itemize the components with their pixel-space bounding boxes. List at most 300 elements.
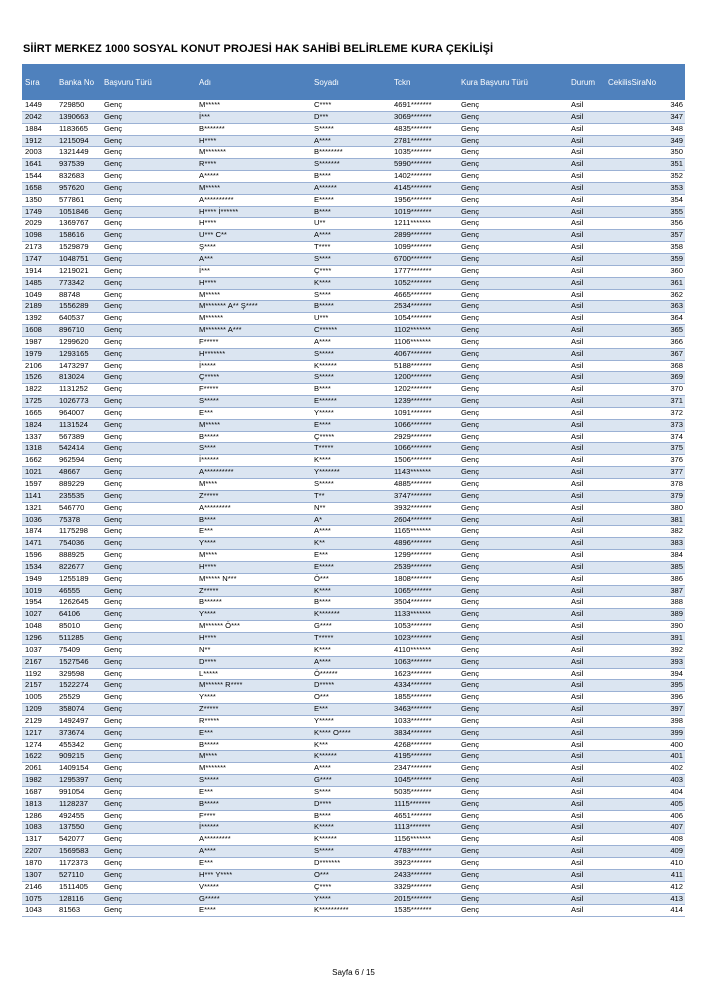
cell-sira: 1209 xyxy=(22,704,56,716)
cell-sira: 2061 xyxy=(22,763,56,775)
cell-cekilis-sira-no: 408 xyxy=(605,834,685,846)
cell-banka-no: 1051846 xyxy=(56,206,101,218)
cell-banka-no: 909215 xyxy=(56,751,101,763)
cell-durum: Asil xyxy=(568,704,605,716)
cell-basvuru-turu: Genç xyxy=(101,656,196,668)
cell-durum: Asil xyxy=(568,786,605,798)
table-row xyxy=(22,396,685,408)
cell-sira: 1307 xyxy=(22,869,56,881)
header-banka-no: Banka No xyxy=(56,64,101,100)
table-row xyxy=(22,479,685,491)
cell-adi: H**** xyxy=(196,632,311,644)
cell-basvuru-turu: Genç xyxy=(101,822,196,834)
cell-cekilis-sira-no: 361 xyxy=(605,277,685,289)
cell-durum: Asil xyxy=(568,490,605,502)
cell-durum: Asil xyxy=(568,597,605,609)
cell-kura-basvuru-turu: Genç xyxy=(458,538,568,550)
cell-basvuru-turu: Genç xyxy=(101,573,196,585)
cell-tckn: 1019******* xyxy=(391,206,458,218)
cell-cekilis-sira-no: 385 xyxy=(605,561,685,573)
cell-adi: M******* A*** xyxy=(196,325,311,337)
cell-durum: Asil xyxy=(568,609,605,621)
cell-banka-no: 1255189 xyxy=(56,573,101,585)
cell-basvuru-turu: Genç xyxy=(101,443,196,455)
cell-adi: F**** xyxy=(196,810,311,822)
cell-banka-no: 962594 xyxy=(56,455,101,467)
table-row xyxy=(22,810,685,822)
cell-durum: Asil xyxy=(568,277,605,289)
cell-basvuru-turu: Genç xyxy=(101,479,196,491)
cell-tckn: 1143******* xyxy=(391,467,458,479)
cell-cekilis-sira-no: 348 xyxy=(605,123,685,135)
cell-sira: 1749 xyxy=(22,206,56,218)
cell-durum: Asil xyxy=(568,147,605,159)
cell-basvuru-turu: Genç xyxy=(101,265,196,277)
cell-sira: 1036 xyxy=(22,514,56,526)
cell-banka-no: 1511405 xyxy=(56,881,101,893)
cell-soyadi: Ö****** xyxy=(311,668,391,680)
cell-tckn: 3069******* xyxy=(391,111,458,123)
table-row xyxy=(22,704,685,716)
cell-cekilis-sira-no: 357 xyxy=(605,230,685,242)
cell-adi: A**** xyxy=(196,846,311,858)
cell-kura-basvuru-turu: Genç xyxy=(458,253,568,265)
cell-banka-no: 937539 xyxy=(56,159,101,171)
cell-banka-no: 358074 xyxy=(56,704,101,716)
cell-durum: Asil xyxy=(568,467,605,479)
cell-sira: 1048 xyxy=(22,621,56,633)
cell-basvuru-turu: Genç xyxy=(101,360,196,372)
cell-kura-basvuru-turu: Genç xyxy=(458,348,568,360)
cell-cekilis-sira-no: 414 xyxy=(605,905,685,917)
cell-adi: E*** xyxy=(196,727,311,739)
cell-basvuru-turu: Genç xyxy=(101,111,196,123)
cell-basvuru-turu: Genç xyxy=(101,502,196,514)
cell-cekilis-sira-no: 388 xyxy=(605,597,685,609)
cell-cekilis-sira-no: 355 xyxy=(605,206,685,218)
cell-kura-basvuru-turu: Genç xyxy=(458,609,568,621)
cell-banka-no: 329598 xyxy=(56,668,101,680)
cell-kura-basvuru-turu: Genç xyxy=(458,810,568,822)
cell-cekilis-sira-no: 401 xyxy=(605,751,685,763)
cell-sira: 1274 xyxy=(22,739,56,751)
cell-tckn: 6700******* xyxy=(391,253,458,265)
cell-adi: A********** xyxy=(196,194,311,206)
cell-adi: Z***** xyxy=(196,490,311,502)
cell-durum: Asil xyxy=(568,407,605,419)
cell-basvuru-turu: Genç xyxy=(101,526,196,538)
cell-adi: Y**** xyxy=(196,692,311,704)
cell-basvuru-turu: Genç xyxy=(101,561,196,573)
table-row xyxy=(22,858,685,870)
cell-sira: 1658 xyxy=(22,182,56,194)
cell-soyadi: S**** xyxy=(311,786,391,798)
cell-durum: Asil xyxy=(568,123,605,135)
cell-soyadi: U** xyxy=(311,218,391,230)
cell-tckn: 4885******* xyxy=(391,479,458,491)
cell-sira: 1665 xyxy=(22,407,56,419)
table-row xyxy=(22,846,685,858)
cell-banka-no: 567389 xyxy=(56,431,101,443)
cell-cekilis-sira-no: 364 xyxy=(605,313,685,325)
cell-durum: Asil xyxy=(568,644,605,656)
cell-sira: 1662 xyxy=(22,455,56,467)
cell-tckn: 3932******* xyxy=(391,502,458,514)
cell-kura-basvuru-turu: Genç xyxy=(458,360,568,372)
cell-adi: A*** xyxy=(196,253,311,265)
cell-cekilis-sira-no: 381 xyxy=(605,514,685,526)
cell-sira: 1597 xyxy=(22,479,56,491)
cell-banka-no: 1473297 xyxy=(56,360,101,372)
cell-tckn: 1115******* xyxy=(391,798,458,810)
header-cekilis-sira-no: CekilisSiraNo xyxy=(605,64,685,100)
cell-cekilis-sira-no: 362 xyxy=(605,289,685,301)
cell-basvuru-turu: Genç xyxy=(101,692,196,704)
cell-banka-no: 492455 xyxy=(56,810,101,822)
cell-tckn: 1033******* xyxy=(391,715,458,727)
cell-basvuru-turu: Genç xyxy=(101,313,196,325)
cell-cekilis-sira-no: 393 xyxy=(605,656,685,668)
cell-durum: Asil xyxy=(568,135,605,147)
table-row xyxy=(22,467,685,479)
cell-soyadi: B**** xyxy=(311,206,391,218)
table-row xyxy=(22,502,685,514)
cell-adi: M**** xyxy=(196,479,311,491)
cell-adi: E*** xyxy=(196,407,311,419)
table-row xyxy=(22,609,685,621)
cell-adi: H**** xyxy=(196,135,311,147)
cell-soyadi: T**** xyxy=(311,242,391,254)
cell-sira: 1021 xyxy=(22,467,56,479)
cell-banka-no: 64106 xyxy=(56,609,101,621)
cell-sira: 2106 xyxy=(22,360,56,372)
cell-basvuru-turu: Genç xyxy=(101,467,196,479)
cell-tckn: 3504******* xyxy=(391,597,458,609)
cell-soyadi: K**** xyxy=(311,455,391,467)
cell-banka-no: 85010 xyxy=(56,621,101,633)
cell-sira: 1813 xyxy=(22,798,56,810)
cell-basvuru-turu: Genç xyxy=(101,644,196,656)
cell-basvuru-turu: Genç xyxy=(101,289,196,301)
cell-soyadi: Y**** xyxy=(311,893,391,905)
cell-kura-basvuru-turu: Genç xyxy=(458,171,568,183)
cell-soyadi: A**** xyxy=(311,230,391,242)
cell-banka-no: 128116 xyxy=(56,893,101,905)
cell-banka-no: 235535 xyxy=(56,490,101,502)
cell-durum: Asil xyxy=(568,372,605,384)
table-row xyxy=(22,325,685,337)
cell-kura-basvuru-turu: Genç xyxy=(458,656,568,668)
cell-basvuru-turu: Genç xyxy=(101,194,196,206)
cell-tckn: 4896******* xyxy=(391,538,458,550)
cell-adi: H**** xyxy=(196,561,311,573)
cell-adi: M****** R**** xyxy=(196,680,311,692)
cell-tckn: 4067******* xyxy=(391,348,458,360)
cell-banka-no: 1527546 xyxy=(56,656,101,668)
cell-cekilis-sira-no: 365 xyxy=(605,325,685,337)
cell-cekilis-sira-no: 359 xyxy=(605,253,685,265)
cell-basvuru-turu: Genç xyxy=(101,763,196,775)
cell-sira: 1449 xyxy=(22,100,56,111)
cell-sira: 1982 xyxy=(22,775,56,787)
table-row xyxy=(22,632,685,644)
cell-durum: Asil xyxy=(568,858,605,870)
cell-cekilis-sira-no: 405 xyxy=(605,798,685,810)
cell-cekilis-sira-no: 396 xyxy=(605,692,685,704)
cell-adi: E*** xyxy=(196,786,311,798)
cell-banka-no: 957620 xyxy=(56,182,101,194)
table-row xyxy=(22,585,685,597)
cell-basvuru-turu: Genç xyxy=(101,798,196,810)
table-row xyxy=(22,668,685,680)
cell-durum: Asil xyxy=(568,692,605,704)
cell-kura-basvuru-turu: Genç xyxy=(458,834,568,846)
cell-durum: Asil xyxy=(568,680,605,692)
cell-soyadi: D***** xyxy=(311,680,391,692)
cell-cekilis-sira-no: 412 xyxy=(605,881,685,893)
cell-kura-basvuru-turu: Genç xyxy=(458,739,568,751)
cell-tckn: 1165******* xyxy=(391,526,458,538)
header-kura-basvuru-turu: Kura Başvuru Türü xyxy=(458,64,568,100)
cell-banka-no: 1128237 xyxy=(56,798,101,810)
cell-basvuru-turu: Genç xyxy=(101,846,196,858)
cell-tckn: 4145******* xyxy=(391,182,458,194)
cell-tckn: 1066******* xyxy=(391,419,458,431)
cell-cekilis-sira-no: 380 xyxy=(605,502,685,514)
cell-adi: E*** xyxy=(196,526,311,538)
cell-sira: 2146 xyxy=(22,881,56,893)
cell-durum: Asil xyxy=(568,182,605,194)
cell-banka-no: 1529879 xyxy=(56,242,101,254)
cell-basvuru-turu: Genç xyxy=(101,407,196,419)
cell-cekilis-sira-no: 356 xyxy=(605,218,685,230)
cell-kura-basvuru-turu: Genç xyxy=(458,147,568,159)
table-row xyxy=(22,490,685,502)
cell-basvuru-turu: Genç xyxy=(101,100,196,111)
cell-kura-basvuru-turu: Genç xyxy=(458,869,568,881)
cell-sira: 1318 xyxy=(22,443,56,455)
table-row xyxy=(22,656,685,668)
cell-kura-basvuru-turu: Genç xyxy=(458,704,568,716)
cell-soyadi: Y***** xyxy=(311,407,391,419)
header-adi: Adı xyxy=(196,64,311,100)
table-row xyxy=(22,538,685,550)
cell-basvuru-turu: Genç xyxy=(101,325,196,337)
table-row xyxy=(22,798,685,810)
cell-kura-basvuru-turu: Genç xyxy=(458,111,568,123)
table-row xyxy=(22,550,685,562)
cell-durum: Asil xyxy=(568,360,605,372)
cell-sira: 1954 xyxy=(22,597,56,609)
cell-durum: Asil xyxy=(568,822,605,834)
cell-cekilis-sira-no: 369 xyxy=(605,372,685,384)
cell-basvuru-turu: Genç xyxy=(101,171,196,183)
table-row xyxy=(22,727,685,739)
cell-kura-basvuru-turu: Genç xyxy=(458,798,568,810)
cell-sira: 1824 xyxy=(22,419,56,431)
cell-durum: Asil xyxy=(568,265,605,277)
cell-cekilis-sira-no: 392 xyxy=(605,644,685,656)
cell-adi: B**** xyxy=(196,514,311,526)
cell-cekilis-sira-no: 402 xyxy=(605,763,685,775)
cell-basvuru-turu: Genç xyxy=(101,680,196,692)
cell-cekilis-sira-no: 363 xyxy=(605,301,685,313)
cell-banka-no: 1293165 xyxy=(56,348,101,360)
cell-kura-basvuru-turu: Genç xyxy=(458,751,568,763)
table-row xyxy=(22,431,685,443)
header-tckn: Tckn xyxy=(391,64,458,100)
cell-adi: H**** xyxy=(196,277,311,289)
cell-soyadi: O*** xyxy=(311,692,391,704)
cell-sira: 2207 xyxy=(22,846,56,858)
cell-cekilis-sira-no: 411 xyxy=(605,869,685,881)
cell-tckn: 1299******* xyxy=(391,550,458,562)
cell-basvuru-turu: Genç xyxy=(101,632,196,644)
table-row xyxy=(22,644,685,656)
cell-basvuru-turu: Genç xyxy=(101,277,196,289)
cell-tckn: 1506******* xyxy=(391,455,458,467)
cell-sira: 1544 xyxy=(22,171,56,183)
cell-banka-no: 1556289 xyxy=(56,301,101,313)
cell-kura-basvuru-turu: Genç xyxy=(458,384,568,396)
cell-tckn: 2899******* xyxy=(391,230,458,242)
cell-tckn: 3923******* xyxy=(391,858,458,870)
cell-kura-basvuru-turu: Genç xyxy=(458,763,568,775)
cell-adi: R**** xyxy=(196,159,311,171)
table-row xyxy=(22,786,685,798)
cell-cekilis-sira-no: 391 xyxy=(605,632,685,644)
cell-tckn: 1045******* xyxy=(391,775,458,787)
cell-cekilis-sira-no: 374 xyxy=(605,431,685,443)
cell-banka-no: 1026773 xyxy=(56,396,101,408)
cell-basvuru-turu: Genç xyxy=(101,159,196,171)
cell-kura-basvuru-turu: Genç xyxy=(458,550,568,562)
cell-tckn: 3329******* xyxy=(391,881,458,893)
cell-soyadi: K**** O**** xyxy=(311,727,391,739)
cell-adi: Y**** xyxy=(196,609,311,621)
cell-soyadi: S**** xyxy=(311,253,391,265)
cell-tckn: 4651******* xyxy=(391,810,458,822)
cell-basvuru-turu: Genç xyxy=(101,751,196,763)
cell-adi: M******* A** Ş**** xyxy=(196,301,311,313)
cell-durum: Asil xyxy=(568,810,605,822)
cell-sira: 1641 xyxy=(22,159,56,171)
cell-durum: Asil xyxy=(568,869,605,881)
cell-tckn: 1054******* xyxy=(391,313,458,325)
cell-durum: Asil xyxy=(568,775,605,787)
cell-soyadi: K*** xyxy=(311,739,391,751)
cell-soyadi: E**** xyxy=(311,419,391,431)
cell-banka-no: 546770 xyxy=(56,502,101,514)
cell-durum: Asil xyxy=(568,573,605,585)
cell-banka-no: 527110 xyxy=(56,869,101,881)
cell-adi: M**** xyxy=(196,751,311,763)
cell-cekilis-sira-no: 389 xyxy=(605,609,685,621)
cell-sira: 1049 xyxy=(22,289,56,301)
cell-adi: M******* xyxy=(196,763,311,775)
cell-adi: B******* xyxy=(196,123,311,135)
table-row xyxy=(22,455,685,467)
cell-tckn: 4268******* xyxy=(391,739,458,751)
cell-sira: 1471 xyxy=(22,538,56,550)
cell-kura-basvuru-turu: Genç xyxy=(458,407,568,419)
cell-soyadi: K**** xyxy=(311,644,391,656)
cell-banka-no: 822677 xyxy=(56,561,101,573)
cell-soyadi: Ç**** xyxy=(311,881,391,893)
cell-cekilis-sira-no: 375 xyxy=(605,443,685,455)
cell-durum: Asil xyxy=(568,218,605,230)
cell-kura-basvuru-turu: Genç xyxy=(458,881,568,893)
cell-tckn: 1133******* xyxy=(391,609,458,621)
cell-tckn: 3463******* xyxy=(391,704,458,716)
cell-kura-basvuru-turu: Genç xyxy=(458,289,568,301)
cell-sira: 1622 xyxy=(22,751,56,763)
cell-adi: M**** xyxy=(196,550,311,562)
cell-banka-no: 577861 xyxy=(56,194,101,206)
cell-kura-basvuru-turu: Genç xyxy=(458,194,568,206)
cell-basvuru-turu: Genç xyxy=(101,348,196,360)
cell-adi: F***** xyxy=(196,384,311,396)
table-row xyxy=(22,242,685,254)
cell-tckn: 2015******* xyxy=(391,893,458,905)
cell-sira: 1747 xyxy=(22,253,56,265)
cell-durum: Asil xyxy=(568,727,605,739)
table-row xyxy=(22,135,685,147)
cell-tckn: 1099******* xyxy=(391,242,458,254)
cell-durum: Asil xyxy=(568,171,605,183)
cell-basvuru-turu: Genç xyxy=(101,727,196,739)
table-row xyxy=(22,111,685,123)
cell-soyadi: K****** xyxy=(311,360,391,372)
cell-basvuru-turu: Genç xyxy=(101,206,196,218)
cell-kura-basvuru-turu: Genç xyxy=(458,905,568,917)
cell-banka-no: 1295397 xyxy=(56,775,101,787)
cell-adi: M***** N*** xyxy=(196,573,311,585)
cell-kura-basvuru-turu: Genç xyxy=(458,396,568,408)
cell-sira: 2042 xyxy=(22,111,56,123)
cell-sira: 1884 xyxy=(22,123,56,135)
cell-sira: 1019 xyxy=(22,585,56,597)
cell-cekilis-sira-no: 346 xyxy=(605,100,685,111)
table-row xyxy=(22,526,685,538)
cell-sira: 1337 xyxy=(22,431,56,443)
cell-cekilis-sira-no: 413 xyxy=(605,893,685,905)
cell-cekilis-sira-no: 410 xyxy=(605,858,685,870)
cell-soyadi: S***** xyxy=(311,372,391,384)
cell-tckn: 2534******* xyxy=(391,301,458,313)
cell-kura-basvuru-turu: Genç xyxy=(458,727,568,739)
cell-kura-basvuru-turu: Genç xyxy=(458,490,568,502)
cell-sira: 2129 xyxy=(22,715,56,727)
table-row xyxy=(22,100,685,111)
cell-sira: 1870 xyxy=(22,858,56,870)
cell-cekilis-sira-no: 403 xyxy=(605,775,685,787)
cell-sira: 1874 xyxy=(22,526,56,538)
cell-banka-no: 773342 xyxy=(56,277,101,289)
cell-basvuru-turu: Genç xyxy=(101,490,196,502)
cell-tckn: 1102******* xyxy=(391,325,458,337)
cell-kura-basvuru-turu: Genç xyxy=(458,621,568,633)
cell-soyadi: B**** xyxy=(311,171,391,183)
cell-cekilis-sira-no: 347 xyxy=(605,111,685,123)
cell-basvuru-turu: Genç xyxy=(101,869,196,881)
cell-soyadi: A**** xyxy=(311,336,391,348)
cell-tckn: 2539******* xyxy=(391,561,458,573)
table-row xyxy=(22,905,685,917)
cell-sira: 2157 xyxy=(22,680,56,692)
cell-soyadi: C**** xyxy=(311,100,391,111)
cell-tckn: 1066******* xyxy=(391,443,458,455)
